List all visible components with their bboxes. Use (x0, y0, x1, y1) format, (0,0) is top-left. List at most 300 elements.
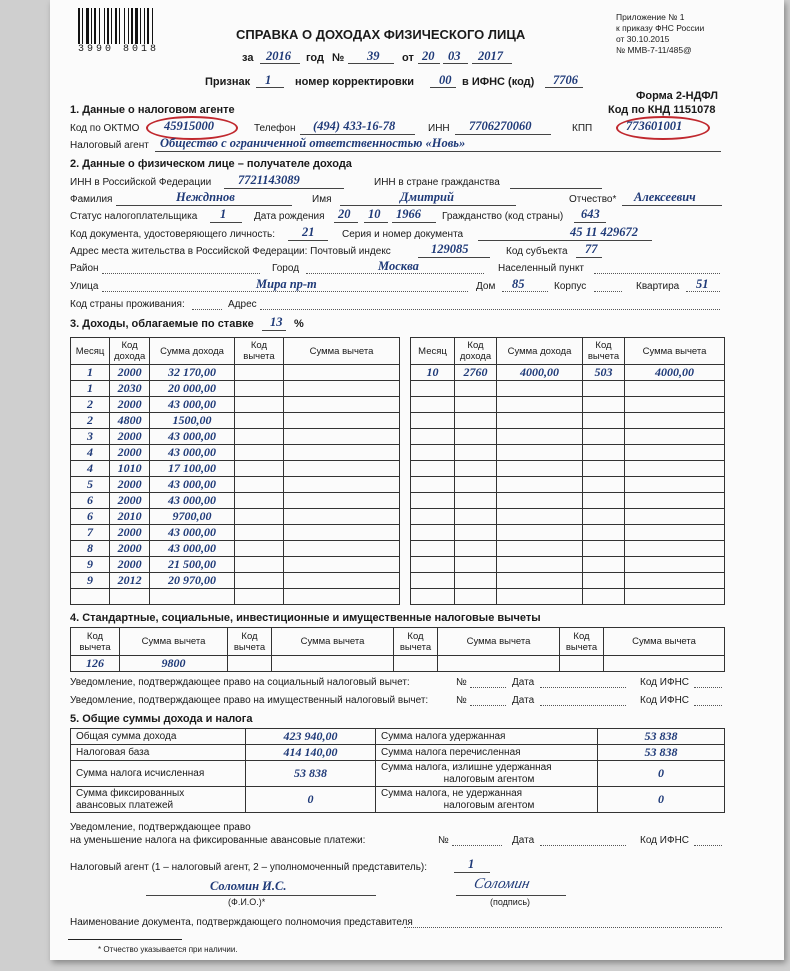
income-row (71, 525, 400, 541)
birth-month: 10 (368, 207, 381, 221)
deduction-sum-cell (625, 557, 725, 573)
deduction-code-header: Код вычета (560, 628, 604, 656)
address-label: Адрес места жительства в Российской Федерации: Почтовый индекс (70, 246, 391, 257)
deduction-sum-cell (625, 381, 725, 397)
country-label: Код страны проживания: (70, 299, 185, 310)
income-row (71, 541, 400, 557)
section-4-title: 4. Стандартные, социальные, инвестиционные и имущественные налоговые вычеты (70, 612, 541, 624)
deduction-code-cell (583, 429, 625, 445)
deduction-code-cell (560, 656, 604, 672)
deduction-code-header: Код вычета (71, 628, 120, 656)
deduction-code-cell (234, 589, 283, 605)
deduction-sum-cell (283, 525, 399, 541)
income-sum-cell (497, 445, 583, 461)
month-cell (71, 589, 110, 605)
deduction-sum-cell (283, 461, 399, 477)
deduction-sum-cell (283, 541, 399, 557)
signer-name: Соломин И.С. (210, 879, 287, 893)
deduction-sum-cell: 9800 (120, 656, 228, 672)
tax-base-value: 414 140,00 (246, 745, 376, 761)
income-sum-cell: 1500,00 (150, 413, 235, 429)
deduction-code-cell (234, 509, 283, 525)
income-sum-cell: 43 000,00 (150, 541, 235, 557)
deduction-sum-header: Сумма вычета (120, 628, 228, 656)
month-cell: 7 (71, 525, 110, 541)
inn-value: 7706270060 (469, 119, 532, 133)
footnote: * Отчество указывается при наличии. (98, 945, 238, 954)
income-code-cell: 1010 (110, 461, 150, 477)
income-table-left (70, 337, 400, 605)
income-sum-cell (497, 525, 583, 541)
notice-fixed-line1: Уведомление, подтверждающее право (70, 822, 251, 833)
col-deduction-sum: Сумма вычета (625, 338, 725, 365)
deduction-sum-cell (272, 656, 394, 672)
deduction-code-cell (583, 461, 625, 477)
month-cell: 1 (71, 381, 110, 397)
tax-calculated-label: Сумма налога исчисленная (71, 761, 246, 787)
income-row (71, 493, 400, 509)
deduction-code-cell: 503 (583, 365, 625, 381)
zip-value: 129085 (431, 242, 469, 256)
year-value: 2016 (266, 49, 291, 63)
residence-address-label: Адрес (228, 299, 257, 310)
month-cell (411, 429, 455, 445)
income-row (411, 381, 725, 397)
income-sum-cell (497, 461, 583, 477)
income-sum-cell (497, 589, 583, 605)
income-sum-cell: 43 000,00 (150, 493, 235, 509)
income-row (71, 397, 400, 413)
tax-not-withheld-label-line2: налоговым агентом (443, 799, 535, 811)
deduction-sum-cell (625, 525, 725, 541)
month-cell: 3 (71, 429, 110, 445)
income-row (411, 573, 725, 589)
month-cell: 2 (71, 397, 110, 413)
section-5-title: 5. Общие суммы дохода и налога (70, 713, 253, 725)
agent-label: Налоговый агент (70, 140, 149, 151)
income-sum-cell: 20 970,00 (150, 573, 235, 589)
agent-type-value: 1 (468, 857, 475, 871)
citizenship-value: 643 (581, 207, 600, 221)
deduction-sum-cell (625, 429, 725, 445)
income-row (411, 557, 725, 573)
month-cell (411, 381, 455, 397)
agent-type-label: Налоговый агент (1 – налоговый агент, 2 – уполномоченный представитель): (70, 862, 428, 873)
flat-label: Квартира (636, 281, 680, 292)
doc-code-value: 21 (302, 225, 315, 239)
doc-name-label: Наименование документа, подтверждающего полномочия представителя (70, 917, 413, 928)
deduction-code-cell (583, 381, 625, 397)
tax-base-label: Налоговая база (71, 745, 246, 761)
deduction-sum-cell (283, 445, 399, 461)
oktmo-value: 45915000 (164, 119, 214, 133)
income-code-cell (455, 429, 497, 445)
deduction-code-cell (583, 509, 625, 525)
street-value: Мира пр-т (256, 277, 317, 291)
date-day: 20 (422, 49, 435, 63)
street-label: Улица (70, 281, 99, 292)
patronymic-value: Алексеевич (634, 190, 696, 204)
agent-value: Общество с ограниченной ответственностью «Новь» (160, 136, 466, 150)
deduction-code-cell (583, 397, 625, 413)
total-income-value: 423 940,00 (246, 729, 376, 745)
oktmo-label: Код по ОКТМО (70, 123, 140, 134)
income-row (411, 509, 725, 525)
korpus-label: Корпус (554, 281, 587, 292)
notice-ifns-label: Код ИФНС (640, 677, 690, 688)
deduction-code-cell (234, 413, 283, 429)
income-code-cell (455, 573, 497, 589)
name-label: Имя (312, 194, 332, 205)
income-code-cell: 2000 (110, 541, 150, 557)
income-sum-cell: 43 000,00 (150, 445, 235, 461)
notice-date-label: Дата (512, 835, 535, 846)
notice-fixed-line2: на уменьшение налога на фиксированные авансовые платежи: (70, 835, 366, 846)
deduction-sum-cell (625, 397, 725, 413)
date-month: 03 (448, 49, 461, 63)
income-code-cell (455, 557, 497, 573)
number-value: 39 (367, 49, 380, 63)
ifns-label: в ИФНС (код) (462, 76, 535, 88)
income-code-cell: 2000 (110, 493, 150, 509)
deduction-sum-cell (625, 493, 725, 509)
series-value: 45 11 429672 (570, 225, 639, 239)
surname-label: Фамилия (70, 194, 113, 205)
fixed-payments-label-line1: Сумма фиксированных (76, 787, 185, 799)
deduction-code-cell (234, 525, 283, 541)
tax-excess-value: 0 (598, 761, 725, 787)
month-cell: 2 (71, 413, 110, 429)
income-row (411, 413, 725, 429)
income-code-cell: 2000 (110, 365, 150, 381)
income-row (411, 477, 725, 493)
notice-no-label: № (438, 835, 449, 846)
deduction-code-cell (234, 397, 283, 413)
kpp-value: 773601001 (626, 119, 683, 133)
series-label: Серия и номер документа (342, 229, 464, 240)
deduction-sum-header: Сумма вычета (438, 628, 560, 656)
inn-foreign-label: ИНН в стране гражданства (374, 177, 500, 188)
deduction-sum-cell (283, 397, 399, 413)
deduction-code-cell (234, 429, 283, 445)
deduction-sum-cell (283, 557, 399, 573)
income-code-cell: 2000 (110, 557, 150, 573)
appendix-line: от 30.10.2015 (616, 34, 670, 44)
section-3-title: 3. Доходы, облагаемые по ставке (70, 318, 254, 330)
deduction-code-header: Код вычета (394, 628, 438, 656)
deduction-code-cell (234, 461, 283, 477)
deduction-sum-cell (625, 573, 725, 589)
income-code-cell (455, 493, 497, 509)
city-label: Город (272, 263, 300, 274)
income-code-cell: 2012 (110, 573, 150, 589)
ot-label: от (402, 52, 414, 64)
birth-day: 20 (338, 207, 351, 221)
deduction-code-cell (583, 493, 625, 509)
income-code-cell: 2010 (110, 509, 150, 525)
income-sum-cell: 20 000,00 (150, 381, 235, 397)
tax-withheld-value: 53 838 (598, 729, 725, 745)
income-code-cell: 2000 (110, 525, 150, 541)
month-cell (411, 477, 455, 493)
month-cell: 4 (71, 461, 110, 477)
priznak-label: Признак (205, 76, 251, 88)
income-code-cell (455, 381, 497, 397)
income-sum-cell (497, 429, 583, 445)
deduction-code-cell (583, 589, 625, 605)
citizenship-label: Гражданство (код страны) (442, 211, 564, 222)
deduction-code-cell (583, 557, 625, 573)
deduction-sum-cell (438, 656, 560, 672)
income-sum-cell (497, 397, 583, 413)
income-table-right (410, 337, 725, 605)
section-2-title: 2. Данные о физическом лице – получателе дохода (70, 158, 352, 170)
status-value: 1 (220, 207, 227, 221)
month-cell (411, 397, 455, 413)
deduction-code-cell (234, 557, 283, 573)
income-row (411, 541, 725, 557)
income-row (71, 557, 400, 573)
month-cell (411, 509, 455, 525)
birth-label: Дата рождения (254, 211, 325, 222)
income-code-cell: 2760 (455, 365, 497, 381)
inn-label: ИНН (428, 123, 450, 134)
income-sum-cell: 43 000,00 (150, 477, 235, 493)
region-label: Код субъекта (506, 246, 568, 257)
notice-no-label: № (456, 677, 467, 688)
month-cell (411, 413, 455, 429)
patronymic-label: Отчество* (569, 194, 617, 205)
income-row (411, 589, 725, 605)
deduction-sum-cell (625, 477, 725, 493)
deduction-sum-cell (283, 381, 399, 397)
income-sum-cell (497, 557, 583, 573)
income-row (71, 381, 400, 397)
income-code-cell (455, 397, 497, 413)
income-sum-cell (497, 493, 583, 509)
income-code-cell (110, 589, 150, 605)
month-cell: 8 (71, 541, 110, 557)
income-row (71, 589, 400, 605)
korr-label: номер корректировки (295, 76, 415, 88)
income-code-cell: 2030 (110, 381, 150, 397)
deduction-sum-header: Сумма вычета (272, 628, 394, 656)
deduction-code-cell (234, 573, 283, 589)
deduction-code-cell (583, 525, 625, 541)
income-code-cell (455, 461, 497, 477)
income-sum-cell (497, 381, 583, 397)
deduction-code-cell (234, 365, 283, 381)
house-value: 85 (512, 277, 525, 291)
income-row (71, 461, 400, 477)
income-sum-cell: 21 500,00 (150, 557, 235, 573)
income-row (411, 461, 725, 477)
tax-transferred-label: Сумма налога перечисленная (376, 745, 598, 761)
col-income-code: Код дохода (110, 338, 150, 365)
income-sum-cell (497, 477, 583, 493)
income-sum-cell (497, 573, 583, 589)
notice-date-label: Дата (512, 695, 535, 706)
appendix-note (616, 12, 704, 56)
deduction-sum-cell (625, 509, 725, 525)
notice-no-label: № (456, 695, 467, 706)
appendix-line: № ММВ-7-11/485@ (616, 45, 692, 55)
month-cell (411, 445, 455, 461)
month-cell: 4 (71, 445, 110, 461)
month-cell: 10 (411, 365, 455, 381)
month-cell: 9 (71, 573, 110, 589)
doc-code-label: Код документа, удостоверяющего личность: (70, 229, 276, 240)
income-sum-cell: 32 170,00 (150, 365, 235, 381)
income-row (411, 365, 725, 381)
deduction-sum-header: Сумма вычета (604, 628, 725, 656)
phone-label: Телефон (254, 123, 296, 134)
korr-value: 00 (439, 73, 452, 87)
income-row (71, 429, 400, 445)
month-cell (411, 573, 455, 589)
appendix-line: к приказу ФНС России (616, 23, 705, 33)
deduction-code-cell: 126 (71, 656, 120, 672)
income-row (71, 413, 400, 429)
kpp-label: КПП (572, 123, 593, 134)
district-label: Район (70, 263, 99, 274)
col-deduction-sum: Сумма вычета (283, 338, 399, 365)
rate-percent: % (294, 318, 304, 330)
income-code-cell (455, 541, 497, 557)
tax-excess-label-line1: Сумма налога, излишне удержанная (381, 761, 552, 773)
deductions-table (70, 627, 725, 672)
income-sum-cell: 17 100,00 (150, 461, 235, 477)
deduction-code-cell (234, 445, 283, 461)
birth-year: 1966 (396, 207, 421, 221)
deduction-sum-cell (625, 541, 725, 557)
month-cell: 5 (71, 477, 110, 493)
fio-label: (Ф.И.О.)* (228, 897, 266, 907)
income-row (411, 525, 725, 541)
income-sum-cell: 4000,00 (497, 365, 583, 381)
income-code-cell (455, 477, 497, 493)
deduction-sum-cell (283, 413, 399, 429)
deduction-code-cell (583, 445, 625, 461)
fixed-payments-label (71, 787, 246, 813)
income-code-cell: 2000 (110, 477, 150, 493)
deduction-code-cell (234, 477, 283, 493)
totals-table (70, 728, 725, 813)
month-cell (411, 461, 455, 477)
deduction-code-cell (583, 413, 625, 429)
deduction-sum-cell (625, 589, 725, 605)
col-deduction-code: Код вычета (583, 338, 625, 365)
deduction-sum-cell: 4000,00 (625, 365, 725, 381)
income-row (411, 397, 725, 413)
income-code-cell (455, 413, 497, 429)
house-label: Дом (476, 281, 496, 292)
deduction-code-cell (234, 493, 283, 509)
income-row (71, 573, 400, 589)
income-code-cell: 2000 (110, 445, 150, 461)
status-label: Статус налогоплательщика (70, 211, 198, 222)
income-code-cell: 4800 (110, 413, 150, 429)
inn-rf-label: ИНН в Российской Федерации (70, 177, 212, 188)
deduction-sum-cell (283, 573, 399, 589)
notice-social-label: Уведомление, подтверждающее право на социальный налоговый вычет: (70, 677, 410, 688)
inn-rf-value: 7721143089 (238, 173, 300, 187)
deduction-sum-cell (625, 461, 725, 477)
col-month: Месяц (71, 338, 110, 365)
deduction-sum-cell (625, 413, 725, 429)
income-code-cell (455, 445, 497, 461)
region-value: 77 (585, 242, 598, 256)
income-code-cell: 2000 (110, 429, 150, 445)
tax-withheld-label: Сумма налога удержанная (376, 729, 598, 745)
name-value: Дмитрий (400, 190, 454, 204)
income-sum-cell: 43 000,00 (150, 525, 235, 541)
income-row (71, 445, 400, 461)
deduction-code-cell (583, 573, 625, 589)
month-cell (411, 525, 455, 541)
tax-transferred-value: 53 838 (598, 745, 725, 761)
income-row (411, 493, 725, 509)
deduction-code-cell (583, 541, 625, 557)
fixed-payments-value: 0 (246, 787, 376, 813)
rate-value: 13 (270, 315, 283, 329)
deduction-code-cell (234, 381, 283, 397)
sign-label: (подпись) (490, 897, 531, 907)
form-title: СПРАВКА О ДОХОДАХ ФИЗИЧЕСКОГО ЛИЦА (236, 27, 526, 42)
col-income-sum: Сумма дохода (497, 338, 583, 365)
col-income-code: Код дохода (455, 338, 497, 365)
locality-label: Населенный пункт (498, 263, 585, 274)
deduction-sum-cell (283, 509, 399, 525)
deduction-sum-cell (625, 445, 725, 461)
flat-value: 51 (696, 277, 709, 291)
signature: Соломин (472, 876, 532, 892)
deduction-code-cell (583, 477, 625, 493)
month-cell (411, 589, 455, 605)
income-code-cell (455, 589, 497, 605)
tax-not-withheld-label (376, 787, 598, 813)
notice-ifns-label: Код ИФНС (640, 835, 690, 846)
col-month: Месяц (411, 338, 455, 365)
priznak-value: 1 (265, 73, 272, 87)
month-cell: 6 (71, 493, 110, 509)
income-code-cell (455, 525, 497, 541)
income-sum-cell (497, 509, 583, 525)
deduction-code-cell (228, 656, 272, 672)
fixed-payments-label-line2: авансовых платежей (76, 799, 174, 811)
tax-not-withheld-label-line1: Сумма налога, не удержанная (381, 787, 523, 799)
form-name: Форма 2-НДФЛ (636, 90, 718, 102)
deduction-code-header: Код вычета (228, 628, 272, 656)
income-row (411, 445, 725, 461)
deduction-code-cell (234, 541, 283, 557)
income-code-cell (455, 509, 497, 525)
income-sum-cell: 43 000,00 (150, 429, 235, 445)
tax-calculated-value: 53 838 (246, 761, 376, 787)
month-cell: 9 (71, 557, 110, 573)
month-cell (411, 541, 455, 557)
barcode (78, 8, 174, 44)
deduction-sum-cell (283, 477, 399, 493)
deduction-sum-cell (283, 589, 399, 605)
tax-excess-label (376, 761, 598, 787)
notice-property-label: Уведомление, подтверждающее право на имущественный налоговый вычет: (70, 695, 429, 706)
income-sum-cell (150, 589, 235, 605)
ifns-value: 7706 (553, 73, 578, 87)
surname-value: Неждпнов (176, 190, 235, 204)
deduction-sum-cell (283, 365, 399, 381)
za-label: за (242, 52, 254, 64)
